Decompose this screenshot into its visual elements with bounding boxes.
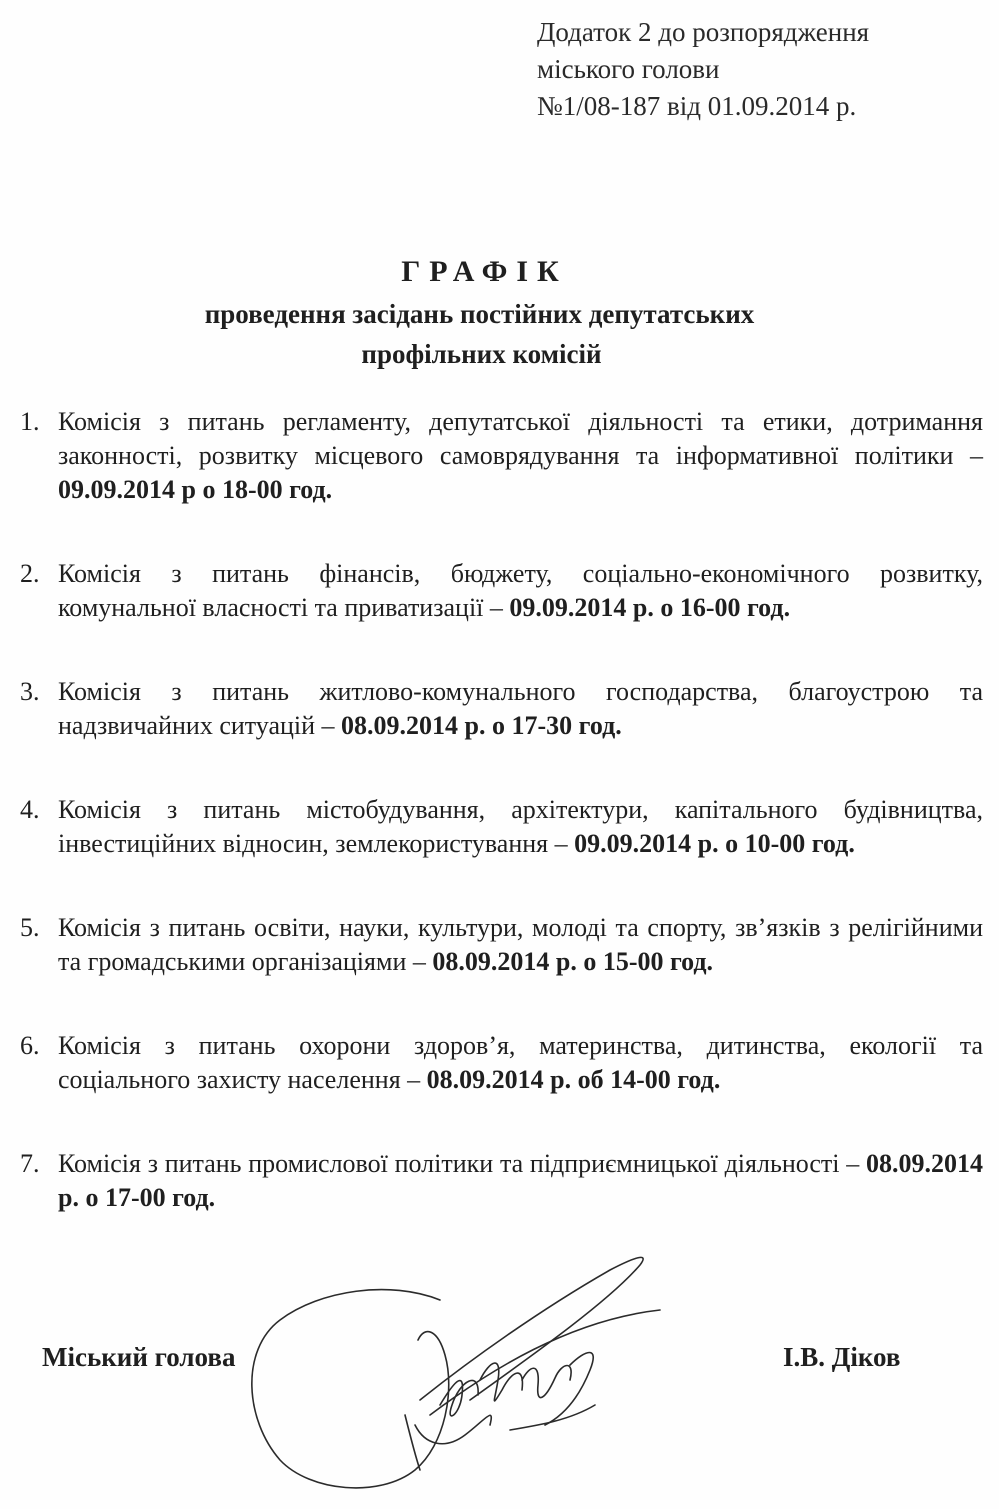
item-number: 3. <box>20 677 40 706</box>
list-item <box>20 1029 983 1097</box>
title-line-1: проведення засідань постійних депутатських <box>204 299 755 329</box>
handwritten-signature <box>240 1230 680 1500</box>
signature-block <box>0 1230 999 1500</box>
item-number: 5. <box>20 913 40 942</box>
item-time: 09.09.2014 р о 18-00 год. <box>58 475 333 504</box>
list-item <box>20 1147 983 1215</box>
list-item <box>20 557 983 625</box>
list-item <box>20 793 983 861</box>
list-item <box>20 675 983 743</box>
item-number: 1. <box>20 407 40 436</box>
commission-list <box>20 405 983 1265</box>
item-time: 08.09.2014 р. о 15-00 год. <box>432 947 714 976</box>
item-text: Комісія з питань регламенту, депутатської діяльності та етики, дотримання законності, розвитку місцевого самоврядування та інформативної політики – <box>58 407 983 470</box>
item-number: 7. <box>20 1149 40 1178</box>
item-number: 6. <box>20 1031 40 1060</box>
item-time: 08.09.2014 р. о 17-00 год. <box>58 1149 983 1212</box>
item-number: 2. <box>20 559 40 588</box>
appendix-header <box>537 14 967 125</box>
document-title <box>0 250 999 374</box>
item-number: 4. <box>20 795 40 824</box>
item-text: Комісія з питань промислової політики та підприємницької діяльності – <box>58 1149 866 1178</box>
item-text: Комісія з питань фінансів, бюджету, соціально-економічного розвитку, комунальної власності та приватизації – <box>58 559 983 622</box>
item-text: Комісія з питань житлово-комунального господарства, благоустрою та надзвичайних ситуацій – <box>58 677 983 740</box>
item-text: Комісія з питань містобудування, архітектури, капітального будівництва, інвестиційних відносин, землекористування – <box>58 795 983 858</box>
appendix-line-1: Додаток 2 до розпорядження <box>537 17 870 47</box>
item-time: 09.09.2014 р. о 10-00 год. <box>574 829 855 858</box>
title-line-2: профільних комісій <box>361 339 602 369</box>
item-text: Комісія з питань освіти, науки, культури, молоді та спорту, зв’язків з релігійними та громадськими організаціями – <box>58 913 983 976</box>
appendix-line-3: №1/08-187 від 01.09.2014 р. <box>537 91 857 121</box>
appendix-line-2: міського голови <box>537 54 720 84</box>
list-item <box>20 911 983 979</box>
title-main: ГРАФІК <box>401 255 568 288</box>
list-item <box>20 405 983 507</box>
signatory-position: Міський голова <box>42 1342 236 1372</box>
item-time: 08.09.2014 р. об 14-00 год. <box>426 1065 721 1094</box>
item-time: 08.09.2014 р. о 17-30 год. <box>341 711 622 740</box>
signatory-name: І.В. Діков <box>783 1342 901 1372</box>
item-text: Комісія з питань охорони здоров’я, материнства, дитинства, екології та соціального захисту населення – <box>58 1031 983 1094</box>
item-time: 09.09.2014 р. о 16-00 год. <box>509 593 791 622</box>
